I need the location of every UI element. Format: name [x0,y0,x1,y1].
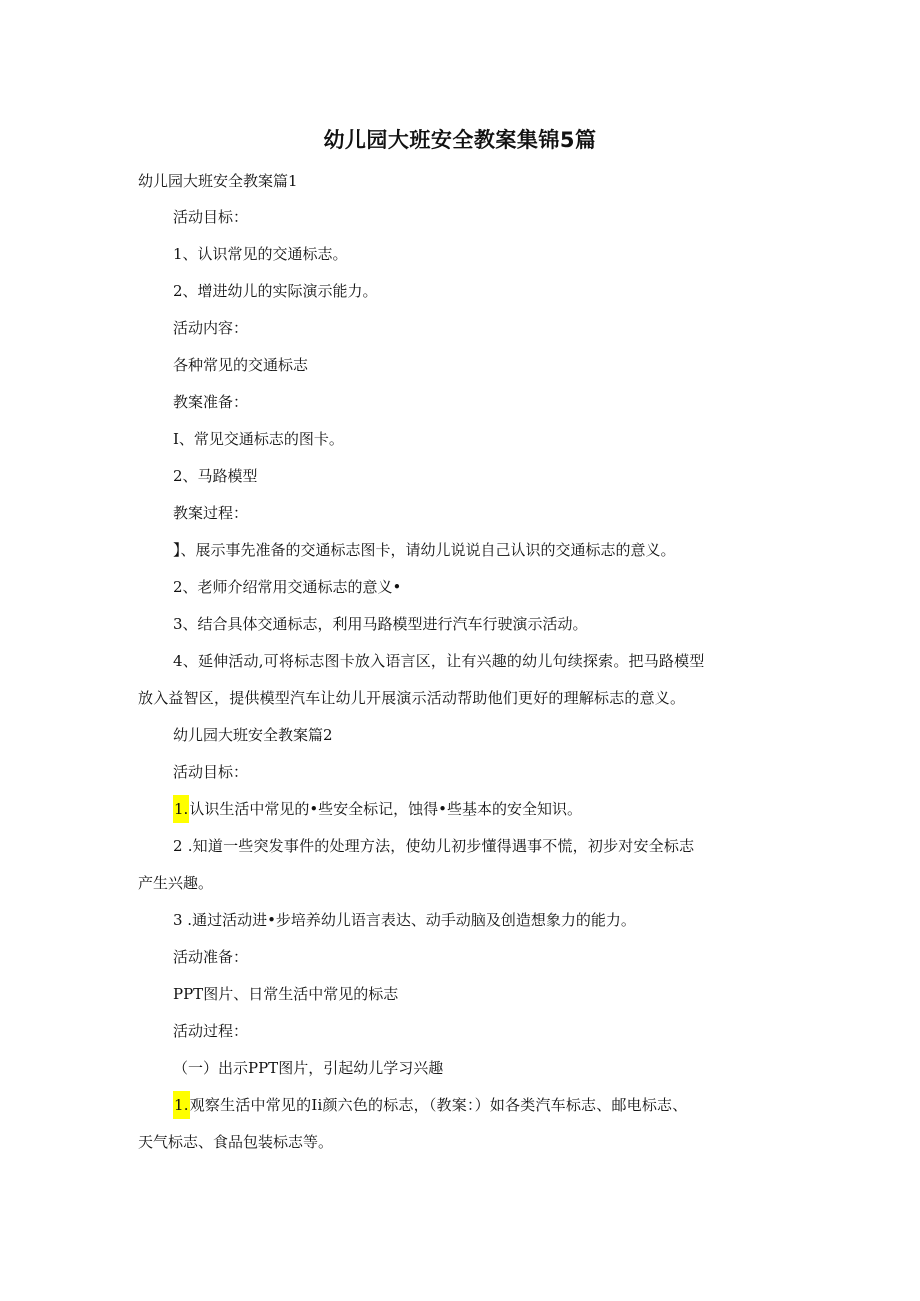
section2-item-1-line1 [173,1095,687,1119]
section1-content-label: 活动内容： [173,319,249,337]
section1-goal-label: 活动目标： [173,208,249,226]
section2-heading: 幼儿园大班安全教案篇2 [173,726,333,744]
section2-goal-1 [173,799,582,823]
section1-goal-2: 2、增进幼儿的实际演示能力。 [173,282,378,300]
section2-goal-3: 3 .通过活动进•步培养幼儿语言表达、动手动脑及创造想象力的能力。 [173,911,636,929]
section1-prep-2: 2、马路模型 [173,467,258,485]
document-title: 幼儿园大班安全教案集锦5篇 [323,128,597,152]
section2-item-1-text: 观察生活中常见的Ii颜六色的标志，（教案：）如各类汽车标志、邮电标志、 [189,1096,688,1114]
section1-goal-1: 1、认识常见的交通标志。 [173,245,348,263]
section2-goal-2-line1: 2 .知道一些突发事件的处理方法，使幼儿初步懂得遇事不慌，初步对安全标志 [173,837,695,855]
section1-content: 各种常见的交通标志 [173,356,309,374]
section1-step-4-line1: 4、延伸活动,可将标志图卡放入语言区，让有兴趣的幼儿句续探索。把马路模型 [173,652,705,670]
section2-goal-2-line2: 产生兴趣。 [138,874,214,892]
section1-prep-label: 教案准备： [173,393,249,411]
section2-process-label: 活动过程： [173,1022,249,1040]
section2-prep-label: 活动准备： [173,948,249,966]
section1-step-4-line2: 放入益智区，提供模型汽车让幼儿开展演示活动帮助他们更好的理解标志的意义。 [138,689,686,707]
section2-prep: PPT图片、日常生活中常见的标志 [173,985,399,1003]
highlighted-number: 1. [173,1091,190,1119]
section2-goal-label: 活动目标： [173,763,249,781]
section2-goal-1-text: 认识生活中常见的•些安全标记，蚀得•些基本的安全知识。 [189,800,583,818]
section2-part-1: （一）出示PPT图片，引起幼儿学习兴趣 [173,1059,444,1077]
highlighted-number: 1. [173,795,189,823]
section1-step-1: 】、展示事先准备的交通标志图卡，请幼儿说说自己认识的交通标志的意义。 [173,541,676,559]
section1-step-3: 3、结合具体交通标志，利用马路模型进行汽车行驶演示活动。 [173,615,588,633]
section1-prep-1: I、常见交通标志的图卡。 [173,430,344,448]
section1-step-2: 2、老师介绍常用交通标志的意义• [173,578,402,596]
section1-process-label: 教案过程： [173,504,249,522]
section2-item-1-line2: 天气标志、食品包装标志等。 [138,1133,334,1151]
section1-heading: 幼儿园大班安全教案篇1 [138,172,298,190]
